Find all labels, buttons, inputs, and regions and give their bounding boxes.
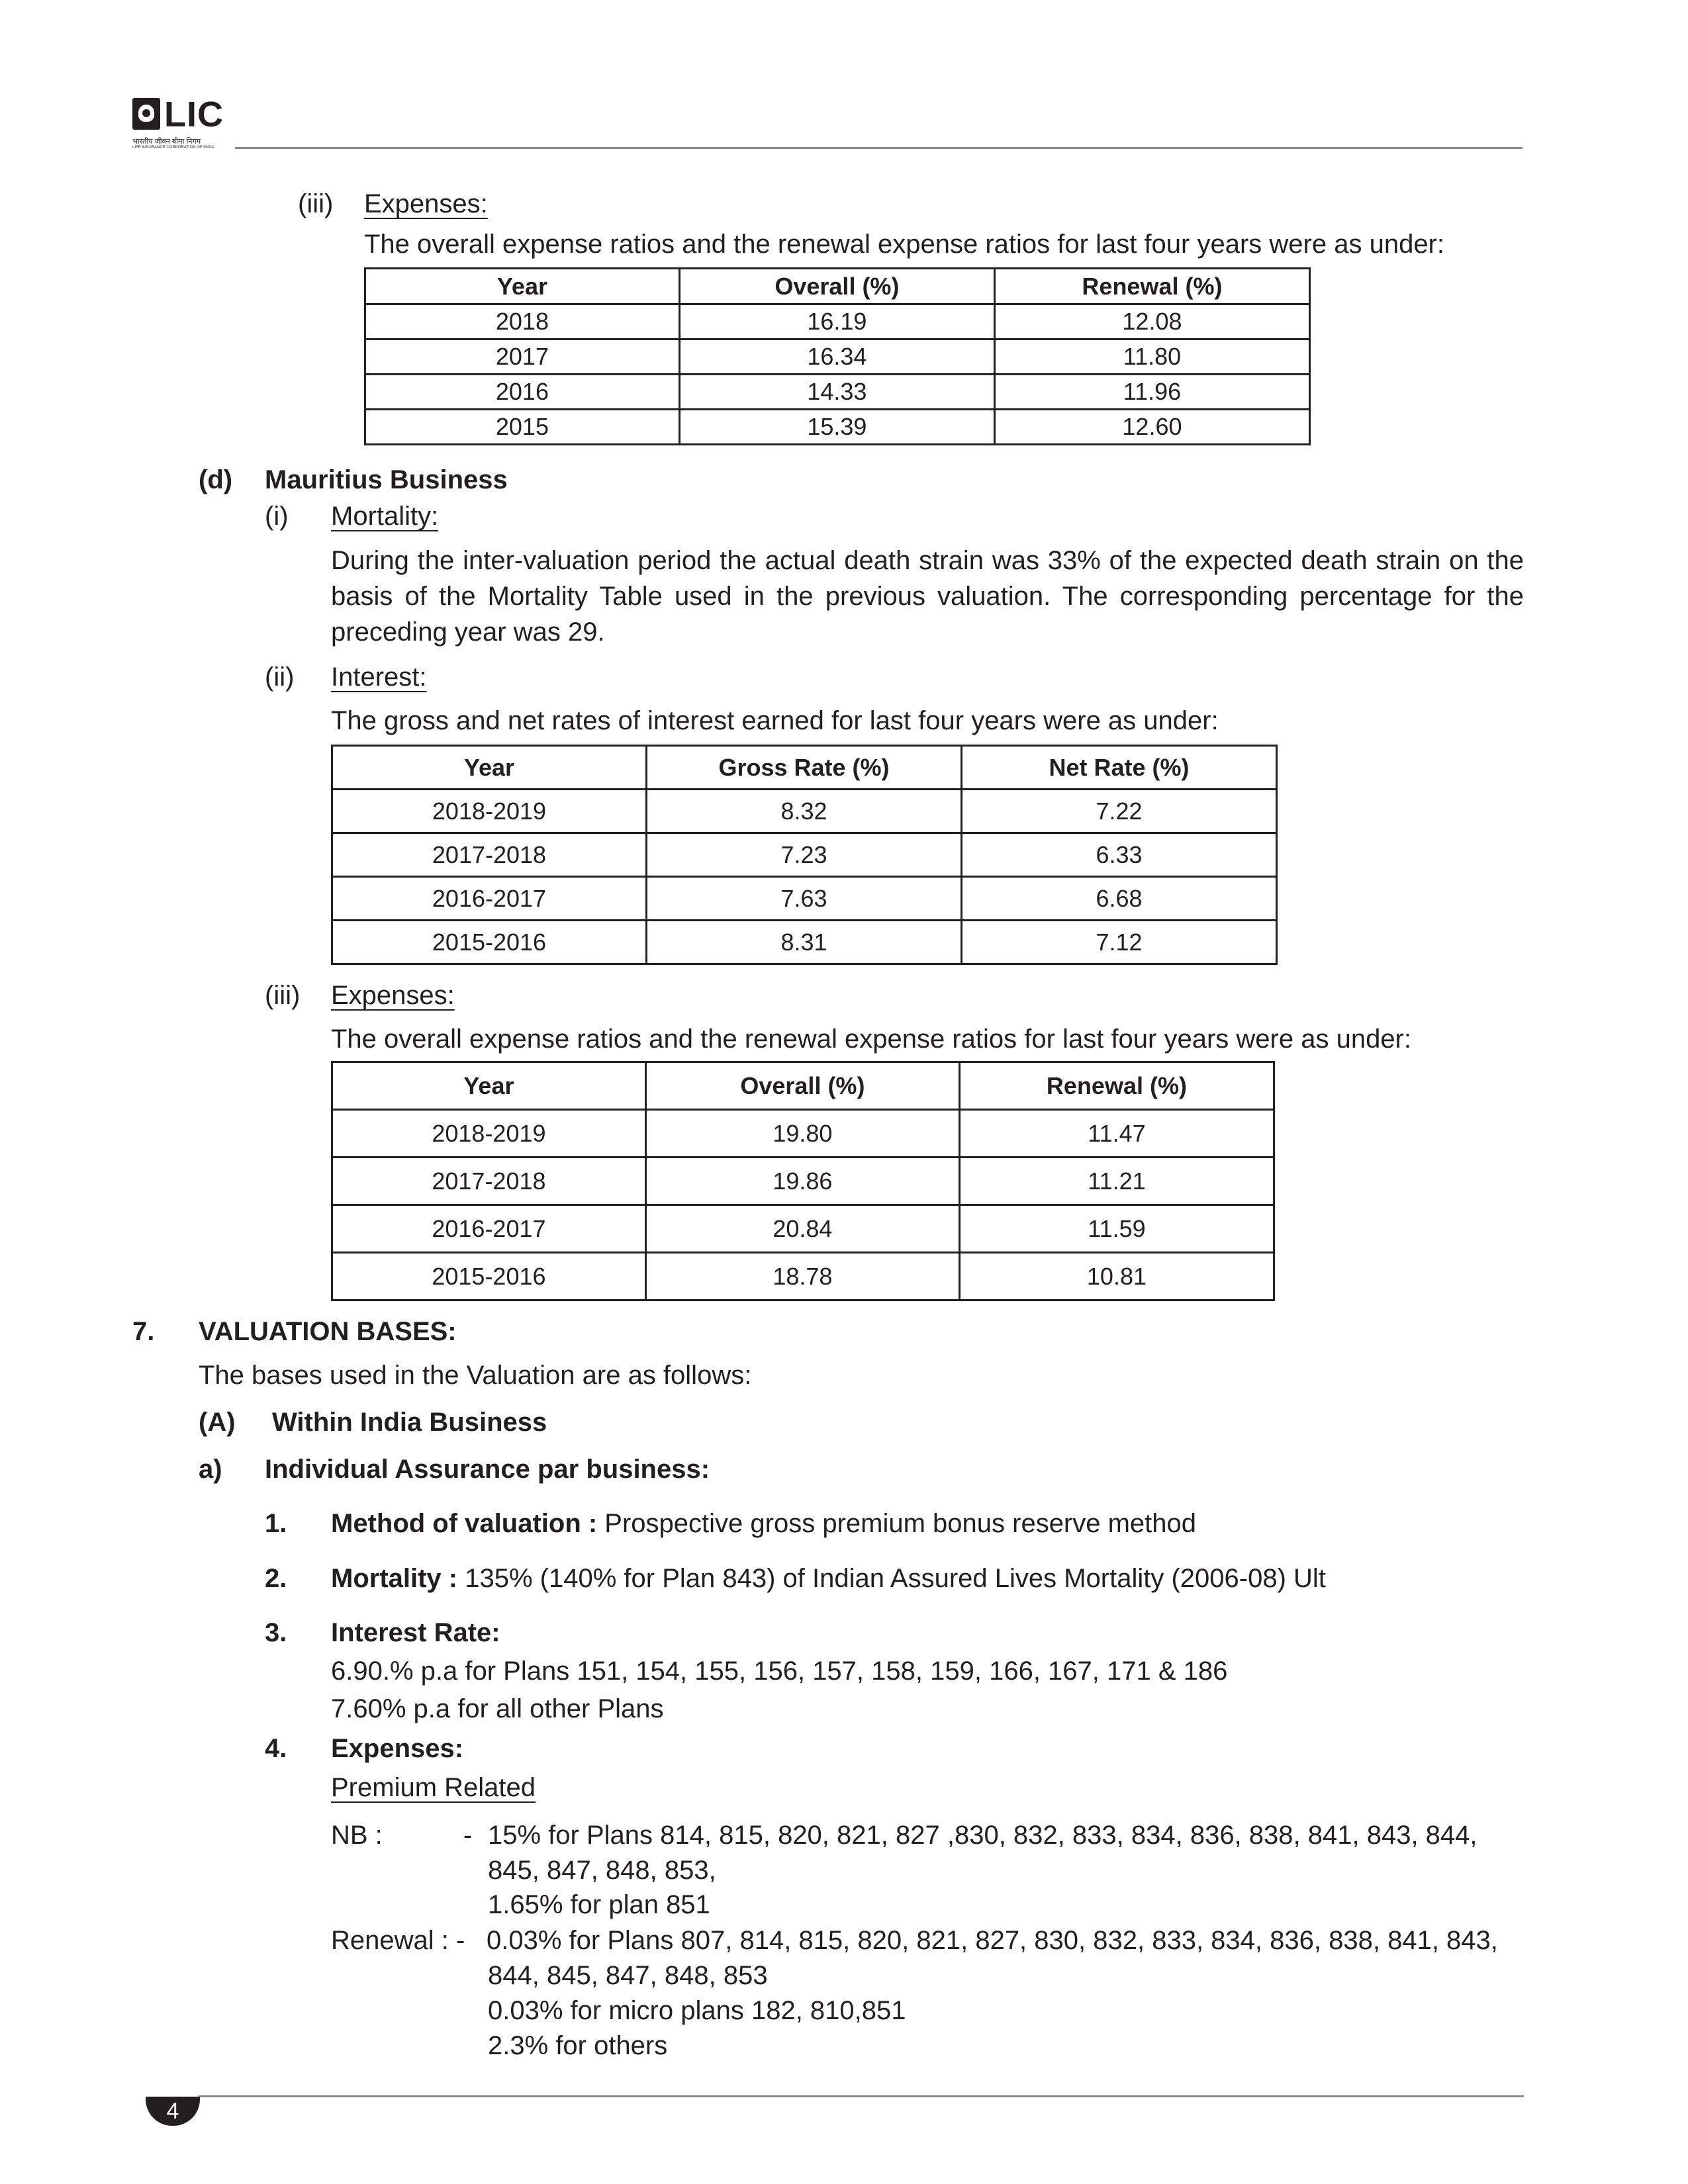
table-cell: 6.33 [962, 833, 1277, 877]
nb-dash: - [463, 1821, 473, 1850]
table-cell: 11.96 [994, 375, 1309, 410]
subsection-label: (A) [199, 1408, 236, 1437]
table-row [332, 1205, 1274, 1253]
interest-rate-line: 7.60% p.a for all other Plans [331, 1694, 664, 1723]
section-title: VALUATION BASES: [199, 1317, 457, 1346]
column-header: Overall (%) [679, 269, 994, 304]
table-cell: 11.80 [994, 340, 1309, 375]
nb-line: 845, 847, 848, 853, [488, 1856, 716, 1885]
item-number: (iii) [265, 981, 301, 1010]
table-cell: 2016-2017 [332, 877, 647, 921]
table-cell: 12.08 [994, 304, 1309, 340]
table-cell: 2015-2016 [332, 921, 647, 964]
item-number: (i) [265, 502, 289, 531]
item-text: Prospective gross premium bonus reserve method [597, 1509, 1197, 1538]
interest-intro: The gross and net rates of interest earned for last four years were as under: [331, 706, 1219, 735]
table-cell: 7.22 [962, 790, 1277, 833]
section-intro: The bases used in the Valuation are as follows: [199, 1361, 752, 1390]
table-row [365, 410, 1310, 445]
table-cell: 2015 [365, 410, 680, 445]
expense-ratio-table-d [331, 1061, 1275, 1301]
table-cell: 18.78 [645, 1253, 959, 1300]
column-header: Overall (%) [645, 1062, 959, 1110]
expenses-intro: The overall expense ratios and the renewal expense ratios for last four years were as under: [331, 1024, 1411, 1054]
table-header-row [332, 1062, 1274, 1110]
mortality-heading: Mortality: [331, 502, 439, 531]
section-intro: The overall expense ratios and the renewal expense ratios for last four years were as under: [364, 230, 1444, 259]
item-text: 135% (140% for Plan 843) of Indian Assured Lives Mortality (2006-08) Ult [457, 1564, 1326, 1593]
table-cell: 2017-2018 [332, 833, 647, 877]
table-row [365, 375, 1310, 410]
mortality-paragraph: During the inter-valuation period the actual death strain was 33% of the expected death strain on the basis of the Mortality Table used in the previous valuation. The corresponding percentage for the preceding year was 29. [331, 546, 1524, 647]
item-number: (ii) [265, 662, 295, 692]
table-cell: 11.21 [959, 1158, 1274, 1205]
table-cell: 19.80 [645, 1110, 959, 1158]
column-header: Year [332, 1062, 646, 1110]
table-row [332, 921, 1277, 964]
table-cell: 2015-2016 [332, 1253, 646, 1300]
item-title: Individual Assurance par business: [265, 1455, 710, 1484]
table-row [365, 304, 1310, 340]
item-term: Interest Rate: [331, 1618, 500, 1647]
item-term: Expenses: [331, 1734, 464, 1763]
table-cell: 11.47 [959, 1110, 1274, 1158]
lic-logo [132, 95, 232, 151]
table-cell: 2018 [365, 304, 680, 340]
interest-rate-table [331, 745, 1278, 965]
renewal-line: 0.03% for micro plans 182, 810,851 [488, 1996, 906, 2025]
expense-ratio-table-c [364, 267, 1311, 445]
table-cell: 7.23 [647, 833, 962, 877]
table-cell: 7.63 [647, 877, 962, 921]
column-header: Renewal (%) [959, 1062, 1274, 1110]
renewal-label: Renewal : - [331, 1926, 465, 1955]
table-cell: 2018-2019 [332, 1110, 646, 1158]
table-cell: 12.60 [994, 410, 1309, 445]
page-number: 4 [146, 2097, 200, 2126]
section-heading: Expenses: [364, 189, 488, 218]
table-cell: 2016-2017 [332, 1205, 646, 1253]
renewal-line: 0.03% for Plans 807, 814, 815, 820, 821, 827, 830, 832, 833, 834, 836, 838, 841, 843, [487, 1926, 1498, 1955]
column-header: Renewal (%) [994, 269, 1309, 304]
column-header: Year [332, 746, 647, 790]
expenses-heading: Expenses: [331, 981, 455, 1010]
interest-heading: Interest: [331, 662, 427, 692]
subsection-title: Within India Business [272, 1408, 547, 1437]
lic-emblem-icon [132, 98, 160, 130]
logo-subtitle-hindi: भारतीय जीवन बीमा निगम [132, 138, 201, 146]
table-row [365, 340, 1310, 375]
table-cell: 2018-2019 [332, 790, 647, 833]
item-label: a) [199, 1455, 222, 1484]
table-row [332, 833, 1277, 877]
table-cell: 15.39 [679, 410, 994, 445]
table-cell: 16.19 [679, 304, 994, 340]
item-term: Method of valuation : [331, 1509, 598, 1538]
table-cell: 6.68 [962, 877, 1277, 921]
column-header: Year [365, 269, 680, 304]
nb-line: 15% for Plans 814, 815, 820, 821, 827 ,830, 832, 833, 834, 836, 838, 841, 843, 844, [488, 1821, 1477, 1850]
item-number: (iii) [298, 189, 334, 218]
table-cell: 11.59 [959, 1205, 1274, 1253]
renewal-line: 844, 845, 847, 848, 853 [488, 1961, 768, 1990]
table-row [332, 1253, 1274, 1300]
list-number: 4. [265, 1734, 287, 1763]
table-cell: 8.32 [647, 790, 962, 833]
table-cell: 2017 [365, 340, 680, 375]
footer-divider [199, 2095, 1524, 2097]
table-header-row [332, 746, 1277, 790]
premium-related-heading: Premium Related [331, 1773, 536, 1802]
table-cell: 2017-2018 [332, 1158, 646, 1205]
logo-text: LIC [164, 95, 224, 134]
section-title: Mauritius Business [265, 465, 508, 494]
table-cell: 2016 [365, 375, 680, 410]
table-cell: 10.81 [959, 1253, 1274, 1300]
nb-line: 1.65% for plan 851 [488, 1890, 710, 1919]
table-cell: 20.84 [645, 1205, 959, 1253]
column-header: Gross Rate (%) [647, 746, 962, 790]
header-divider [235, 147, 1523, 149]
list-number: 1. [265, 1509, 287, 1538]
table-row [332, 1158, 1274, 1205]
table-row [332, 1110, 1274, 1158]
renewal-line: 2.3% for others [488, 2031, 668, 2060]
table-row [332, 877, 1277, 921]
section-number: 7. [132, 1317, 155, 1346]
list-number: 3. [265, 1618, 287, 1647]
column-header: Net Rate (%) [962, 746, 1277, 790]
logo-subtitle-english: LIFE INSURANCE CORPORATION OF INDIA [132, 146, 214, 150]
table-row [332, 790, 1277, 833]
mortality-basis [331, 1562, 1326, 1595]
table-cell: 16.34 [679, 340, 994, 375]
table-header-row [365, 269, 1310, 304]
nb-label: NB : [331, 1821, 383, 1850]
table-cell: 14.33 [679, 375, 994, 410]
section-label: (d) [199, 465, 233, 494]
table-cell: 8.31 [647, 921, 962, 964]
list-number: 2. [265, 1564, 287, 1593]
method-of-valuation [331, 1507, 1196, 1540]
table-cell: 7.12 [962, 921, 1277, 964]
table-cell: 19.86 [645, 1158, 959, 1205]
interest-rate-line: 6.90.% p.a for Plans 151, 154, 155, 156, 157, 158, 159, 166, 167, 171 & 186 [331, 1657, 1228, 1686]
item-term: Mortality : [331, 1564, 458, 1593]
